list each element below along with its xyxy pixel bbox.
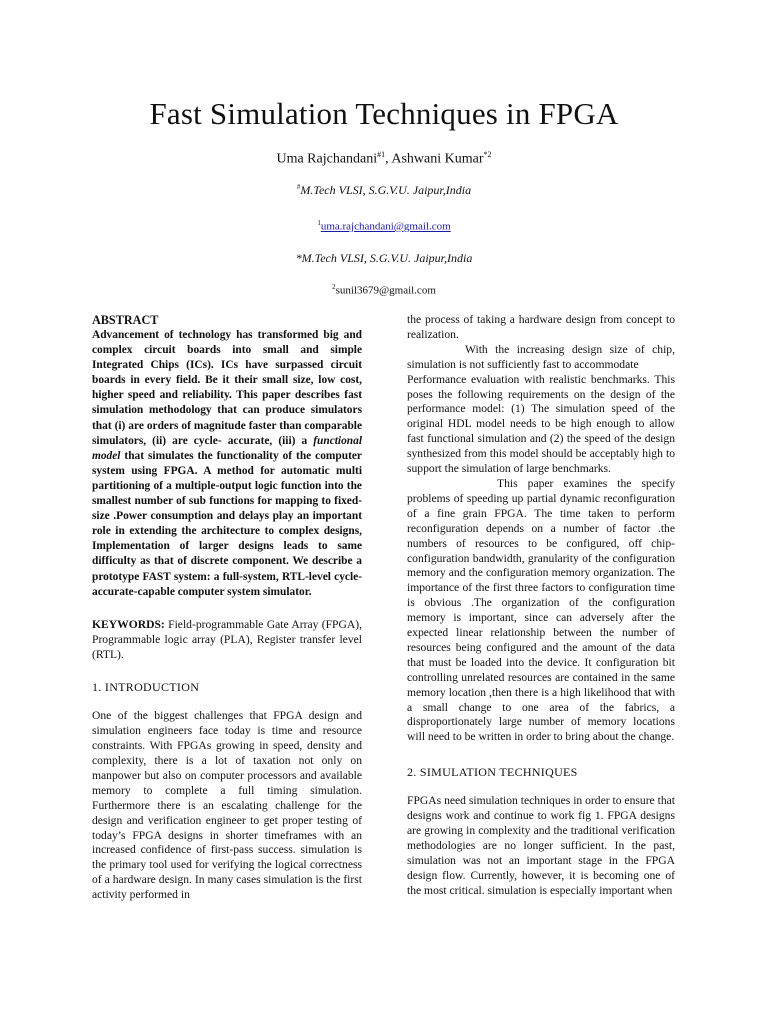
right-column bbox=[407, 313, 675, 899]
email-link[interactable]: uma.rajchandani@gmail.com bbox=[320, 220, 451, 233]
section-heading-simulation: 2. SIMULATION TECHNIQUES bbox=[407, 765, 578, 780]
keywords bbox=[92, 618, 362, 663]
affiliation bbox=[0, 183, 768, 198]
author-separator: , bbox=[385, 151, 392, 167]
author-email bbox=[0, 219, 768, 233]
affiliation-text: M.Tech VLSI, S.G.V.U. Jaipur,India bbox=[300, 183, 472, 197]
abstract-emphasis: functional model bbox=[92, 434, 362, 462]
affiliation-text: *M.Tech VLSI, S.G.V.U. Jaipur,India bbox=[295, 251, 473, 265]
introduction-paragraph: Performance evaluation with realistic benchmarks. This poses the following requirements on the design of the performance model: (1) The simulation speed of the original HDL model needs to be high enough to allow fast functional simulation and (2) the speed of the design synthesized from this model should be acceptably high to support the simulation of large benchmarks. bbox=[407, 372, 675, 476]
abstract-text: that simulates the functionality of the computer system using FPGA. A method for automatic multi partitioning of a multiple-output logic function into the smallest number of sub functions for mapping to fixed-size .Power consumption and delays play an important role in extending the architecture to complex designs, Implementation of larger designs leads to same difficulty as that of discrete component. We describe a prototype FAST system: a full-system, RTL-level cycle-accurate-capable computer system simulator. bbox=[92, 449, 362, 598]
email-superscript: 1 bbox=[317, 219, 321, 227]
author-superscript: *2 bbox=[483, 150, 492, 159]
author-name: Uma Rajchandani bbox=[276, 151, 378, 167]
introduction-paragraph-continued: the process of taking a hardware design from concept to realization. bbox=[407, 313, 675, 341]
section-heading-introduction: 1. INTRODUCTION bbox=[92, 680, 200, 695]
email-superscript: 2 bbox=[332, 283, 336, 291]
author-name: Ashwani Kumar bbox=[391, 151, 484, 167]
paper-title: Fast Simulation Techniques in FPGA bbox=[149, 96, 619, 131]
author-email bbox=[0, 283, 768, 297]
abstract-body bbox=[92, 328, 362, 600]
keywords-label: KEYWORDS: bbox=[92, 617, 165, 631]
affiliation bbox=[0, 251, 768, 266]
author-superscript: #1 bbox=[377, 150, 386, 159]
introduction-paragraph: One of the biggest challenges that FPGA design and simulation engineers face today is time and resource constraints. With FPGAs growing in speed, density and complexity, there is a lot of taxation not only on manpower but also on computer processors and available memory to complete a full timing simulation. Furthermore there is an escalating challenge for the design and verification engineer to get proper testing of today’s FPGA designs in shorter timeframes with an increased confidence of first-pass success. simulation is the primary tool used for verifying the logical correctness of a hardware design. In many cases simulation is the first activity performed in bbox=[92, 709, 362, 902]
introduction-paragraph: With the increasing design size of chip, simulation is not sufficiently fast to accommodate bbox=[407, 342, 675, 371]
abstract-text: Advancement of technology has transformed big and complex circuit boards into small and simple Integrated Chips (ICs). ICs have surpassed circuit boards in every field. Be it their small size, low cost, higher speed and reliability. This paper describes fast simulation methodology that can produce simulators that (i) are orders of magnitude faster than comparable simulators, (ii) are cycle- accurate, (iii) a bbox=[92, 329, 362, 447]
abstract-heading: ABSTRACT bbox=[92, 313, 159, 327]
affiliation-superscript: # bbox=[296, 183, 301, 191]
left-column bbox=[92, 313, 362, 903]
simulation-paragraph: FPGAs need simulation techniques in order to ensure that designs work and continue to work fig 1. FPGA designs are growing in complexity and the traditional verification methodologies are no longer sufficient. In the past, simulation was not an important stage in the FPGA design flow. Currently, however, it is becoming one of the most critical. simulation is especially important when bbox=[407, 794, 675, 897]
introduction-paragraph: This paper examines the specify problems of speeding up partial dynamic reconfiguration of a fine grain FPGA. The time taken to perform reconfiguration depends on a number of factor .the numbers of resources to be configured, off chip-configuration bandwidth, granularity of the configuration memory and the configuration memory organization. The importance of the first three factors to configuration time is obvious .The organization of the configuration memory is important, since can adversely after the expected linear relationship between the number of resources being configured and the amount of the data that must be loaded into the device. It configuration bit controlling unrelated resources are contained in the same memory location ,then there is a high likelihood that with a small change to one area of the fabrics, a disproportionately large number of memory locations will need to be written in order to bring about the change. bbox=[407, 476, 675, 744]
keywords-text: Field-programmable Gate Array (FPGA), Programmable logic array (PLA), Register transfer level (RTL). bbox=[92, 617, 362, 661]
author-line bbox=[0, 150, 768, 168]
email-text: sunil3679@gmail.com bbox=[335, 284, 436, 297]
